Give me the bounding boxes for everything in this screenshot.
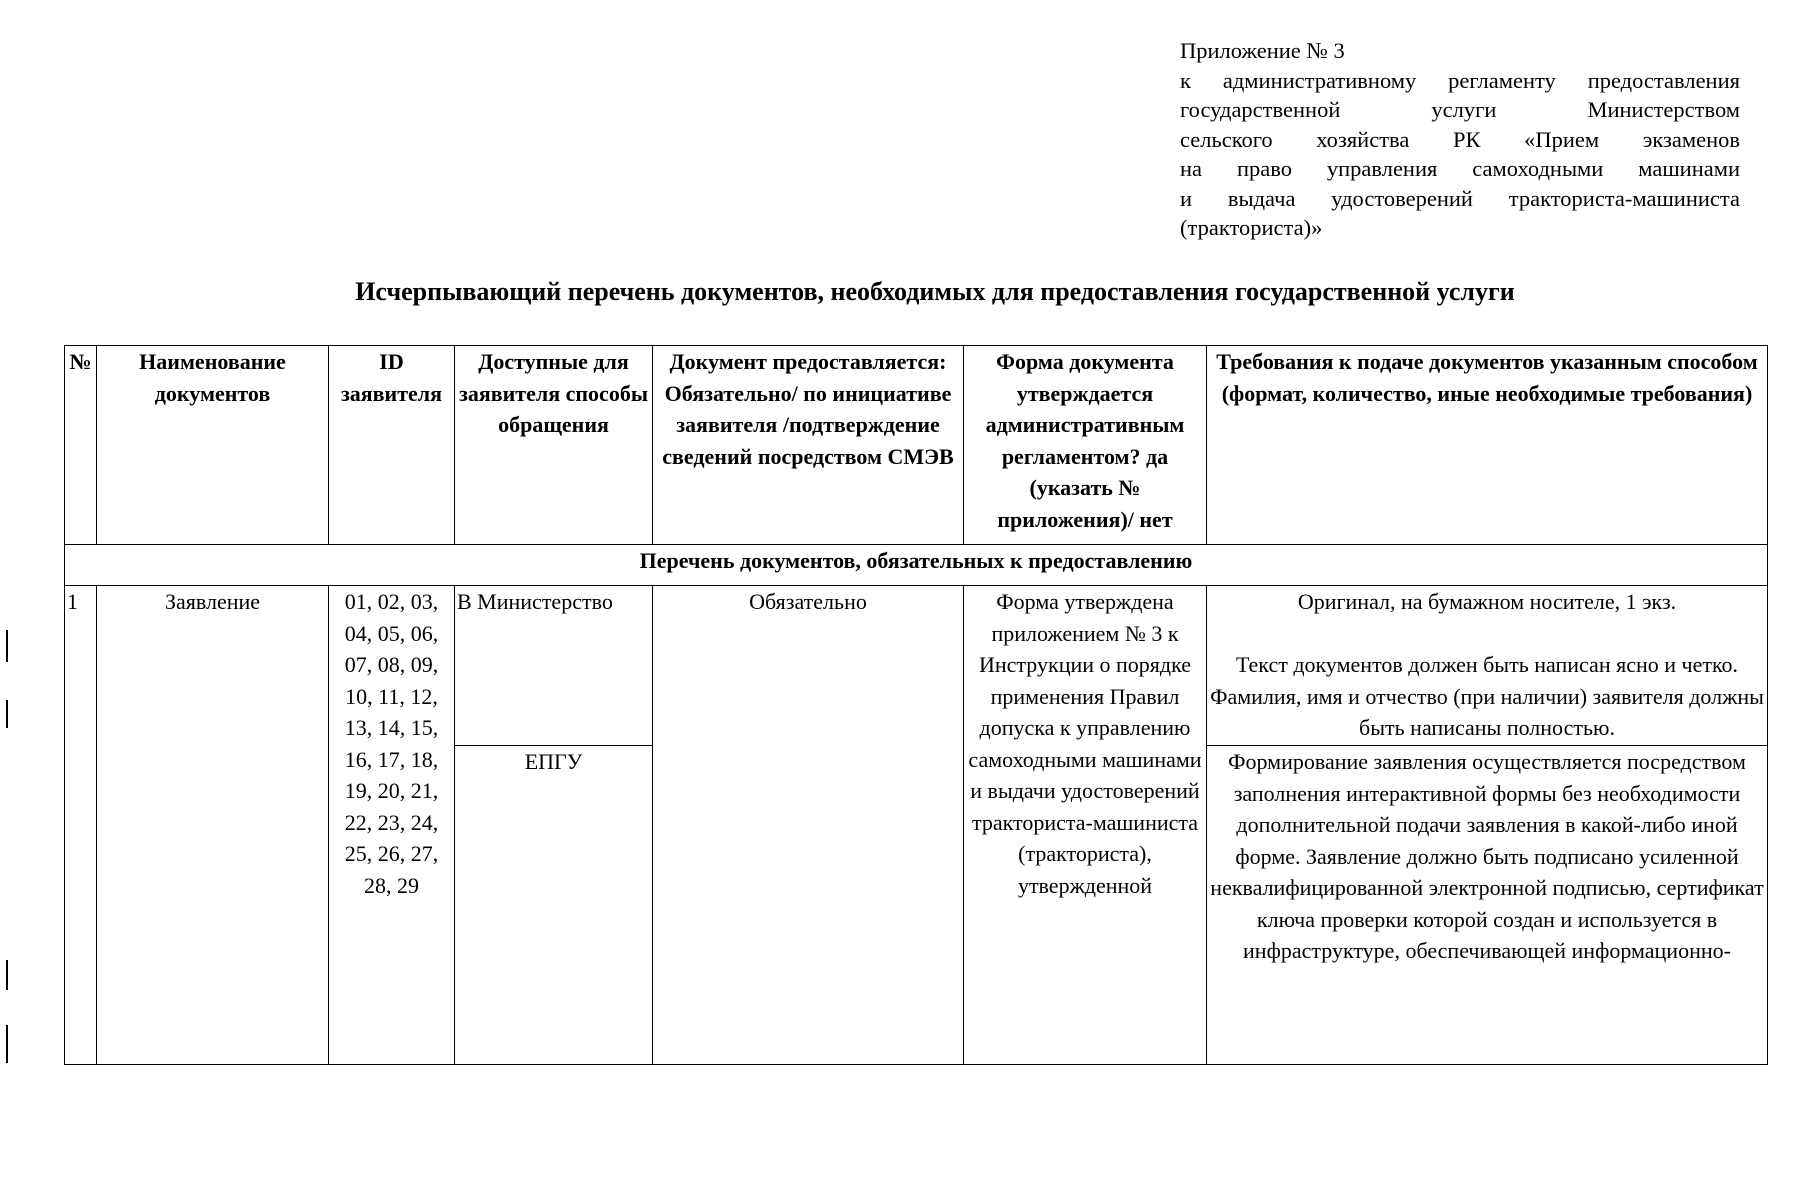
annex-line: (тракториста)» <box>1180 215 1323 240</box>
documents-table <box>64 345 1768 1065</box>
row-method-ministry: В Министерство <box>455 586 653 746</box>
margin-mark <box>6 630 8 662</box>
margin-mark <box>6 700 8 728</box>
annex-block <box>1180 36 1740 243</box>
margin-mark <box>6 1025 8 1063</box>
row-method-epgu: ЕПГУ <box>455 746 653 1065</box>
annex-line: на право управления самоходными машинами <box>1180 156 1740 181</box>
row-form: Форма утверждена приложением № 3 к Инструкции о порядке применения Правил допуска к управлению самоходными машинами и выдачи удостоверений тракториста-машиниста (тракториста), утвержденной <box>964 586 1207 1065</box>
row-number: 1 <box>65 586 97 1065</box>
requirement-text: Текст документов должен быть написан ясно и четко. Фамилия, имя и отчество (при наличии) заявителя должны быть написаны полностью. <box>1210 652 1764 740</box>
annex-line: государственной услуги Министерством <box>1180 97 1740 122</box>
annex-line: сельского хозяйства РК «Прием экзаменов <box>1180 126 1740 152</box>
header-number: № <box>65 346 97 545</box>
annex-line: к административному регламенту предоставления <box>1180 67 1740 93</box>
row-applicant-ids: 01, 02, 03, 04, 05, 06, 07, 08, 09, 10, 11, 12, 13, 14, 15, 16, 17, 18, 19, 20, 21, 22, 23, 24, 25, 26, 27, 28, 29 <box>329 586 455 1065</box>
header-requirements: Требования к подаче документов указанным способом (формат, количество, иные необходимые требования) <box>1207 346 1768 545</box>
margin-mark <box>6 960 8 990</box>
header-methods: Доступные для заявителя способы обращения <box>455 346 653 545</box>
header-row <box>65 346 1768 545</box>
row-requirements-electronic: Формирование заявления осуществляется посредством заполнения интерактивной формы без необходимости дополнительной подачи заявления в какой-либо иной форме. Заявление должно быть подписано усиленной неквалифицированной электронной подписью, сертификат ключа проверки которой создан и используется в инфраструктуре, обеспечивающей информационно- <box>1207 746 1768 1065</box>
header-document-name: Наименование документов <box>97 346 329 545</box>
document-title: Исчерпывающий перечень документов, необходимых для предоставления государственной услуги <box>355 277 1515 306</box>
section-row <box>65 545 1768 586</box>
row-provided: Обязательно <box>653 586 964 1065</box>
row-document-name: Заявление <box>97 586 329 1065</box>
table-row <box>65 586 1768 746</box>
section-title: Перечень документов, обязательных к предоставлению <box>65 545 1768 586</box>
annex-title: Приложение № 3 <box>1180 38 1345 63</box>
annex-line: и выдача удостоверений тракториста-машиниста <box>1180 185 1740 211</box>
header-provided: Документ предоставляется: Обязательно/ по инициативе заявителя /подтверждение сведений посредством СМЭВ <box>653 346 964 545</box>
row-requirements-paper <box>1207 586 1768 746</box>
header-form: Форма документа утверждается административным регламентом? да (указать № приложения)/ нет <box>964 346 1207 545</box>
requirement-original: Оригинал, на бумажном носителе, 1 экз. <box>1297 589 1677 614</box>
header-applicant-id: ID заявителя <box>329 346 455 545</box>
